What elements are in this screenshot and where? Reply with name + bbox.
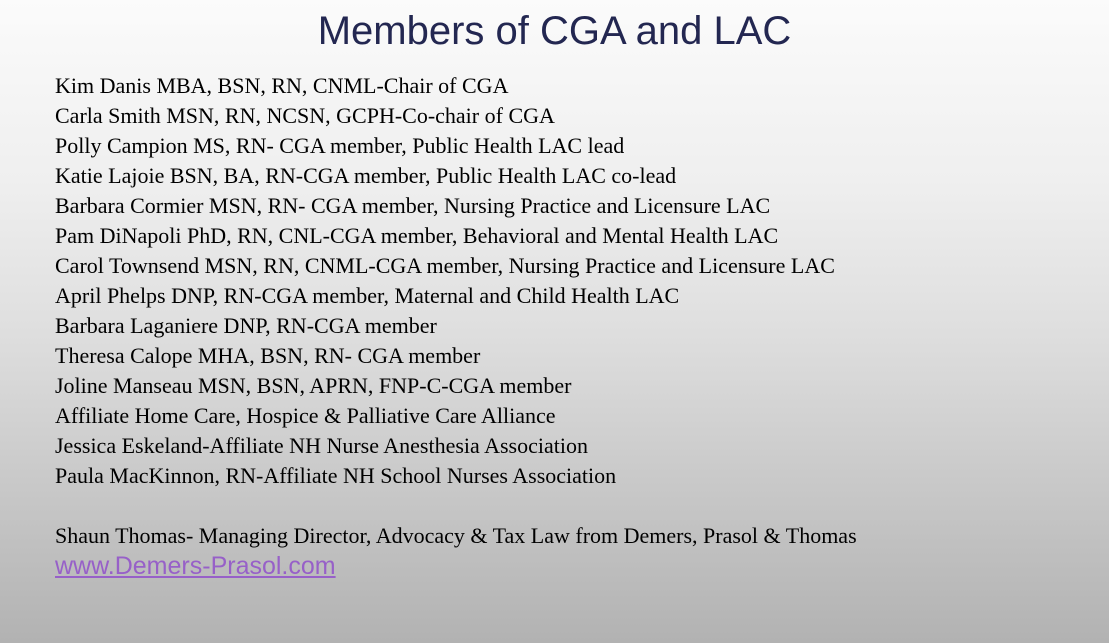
- member-line: Carol Townsend MSN, RN, CNML-CGA member, Nursing Practice and Licensure LAC: [55, 253, 835, 278]
- member-line: Affiliate Home Care, Hospice & Palliative Care Alliance: [55, 403, 556, 428]
- member-line: Theresa Calope MHA, BSN, RN- CGA member: [55, 343, 481, 368]
- footer-text: Shaun Thomas- Managing Director, Advocacy & Tax Law from Demers, Prasol & Thomas: [55, 523, 857, 548]
- blank-line: [55, 491, 1079, 521]
- member-line: Barbara Cormier MSN, RN- CGA member, Nursing Practice and Licensure LAC: [55, 193, 771, 218]
- member-line: Polly Campion MS, RN- CGA member, Public Health LAC lead: [55, 133, 625, 158]
- member-line: Kim Danis MBA, BSN, RN, CNML-Chair of CGA: [55, 73, 509, 98]
- member-line: Jessica Eskeland-Affiliate NH Nurse Anesthesia Association: [55, 433, 588, 458]
- member-line: Paula MacKinnon, RN-Affiliate NH School Nurses Association: [55, 463, 617, 488]
- member-line: Joline Manseau MSN, BSN, APRN, FNP-C-CGA member: [55, 373, 572, 398]
- demers-prasol-link[interactable]: www.Demers-Prasol.com: [55, 552, 336, 580]
- member-line: Barbara Laganiere DNP, RN-CGA member: [55, 313, 437, 338]
- slide-title: Members of CGA and LAC: [317, 9, 792, 53]
- member-line: Carla Smith MSN, RN, NCSN, GCPH-Co-chair of CGA: [55, 103, 555, 128]
- member-line: Katie Lajoie BSN, BA, RN-CGA member, Public Health LAC co-lead: [55, 163, 677, 188]
- member-list: [55, 71, 1079, 582]
- member-line: Pam DiNapoli PhD, RN, CNL-CGA member, Behavioral and Mental Health LAC: [55, 223, 779, 248]
- member-line: April Phelps DNP, RN-CGA member, Maternal and Child Health LAC: [55, 283, 680, 308]
